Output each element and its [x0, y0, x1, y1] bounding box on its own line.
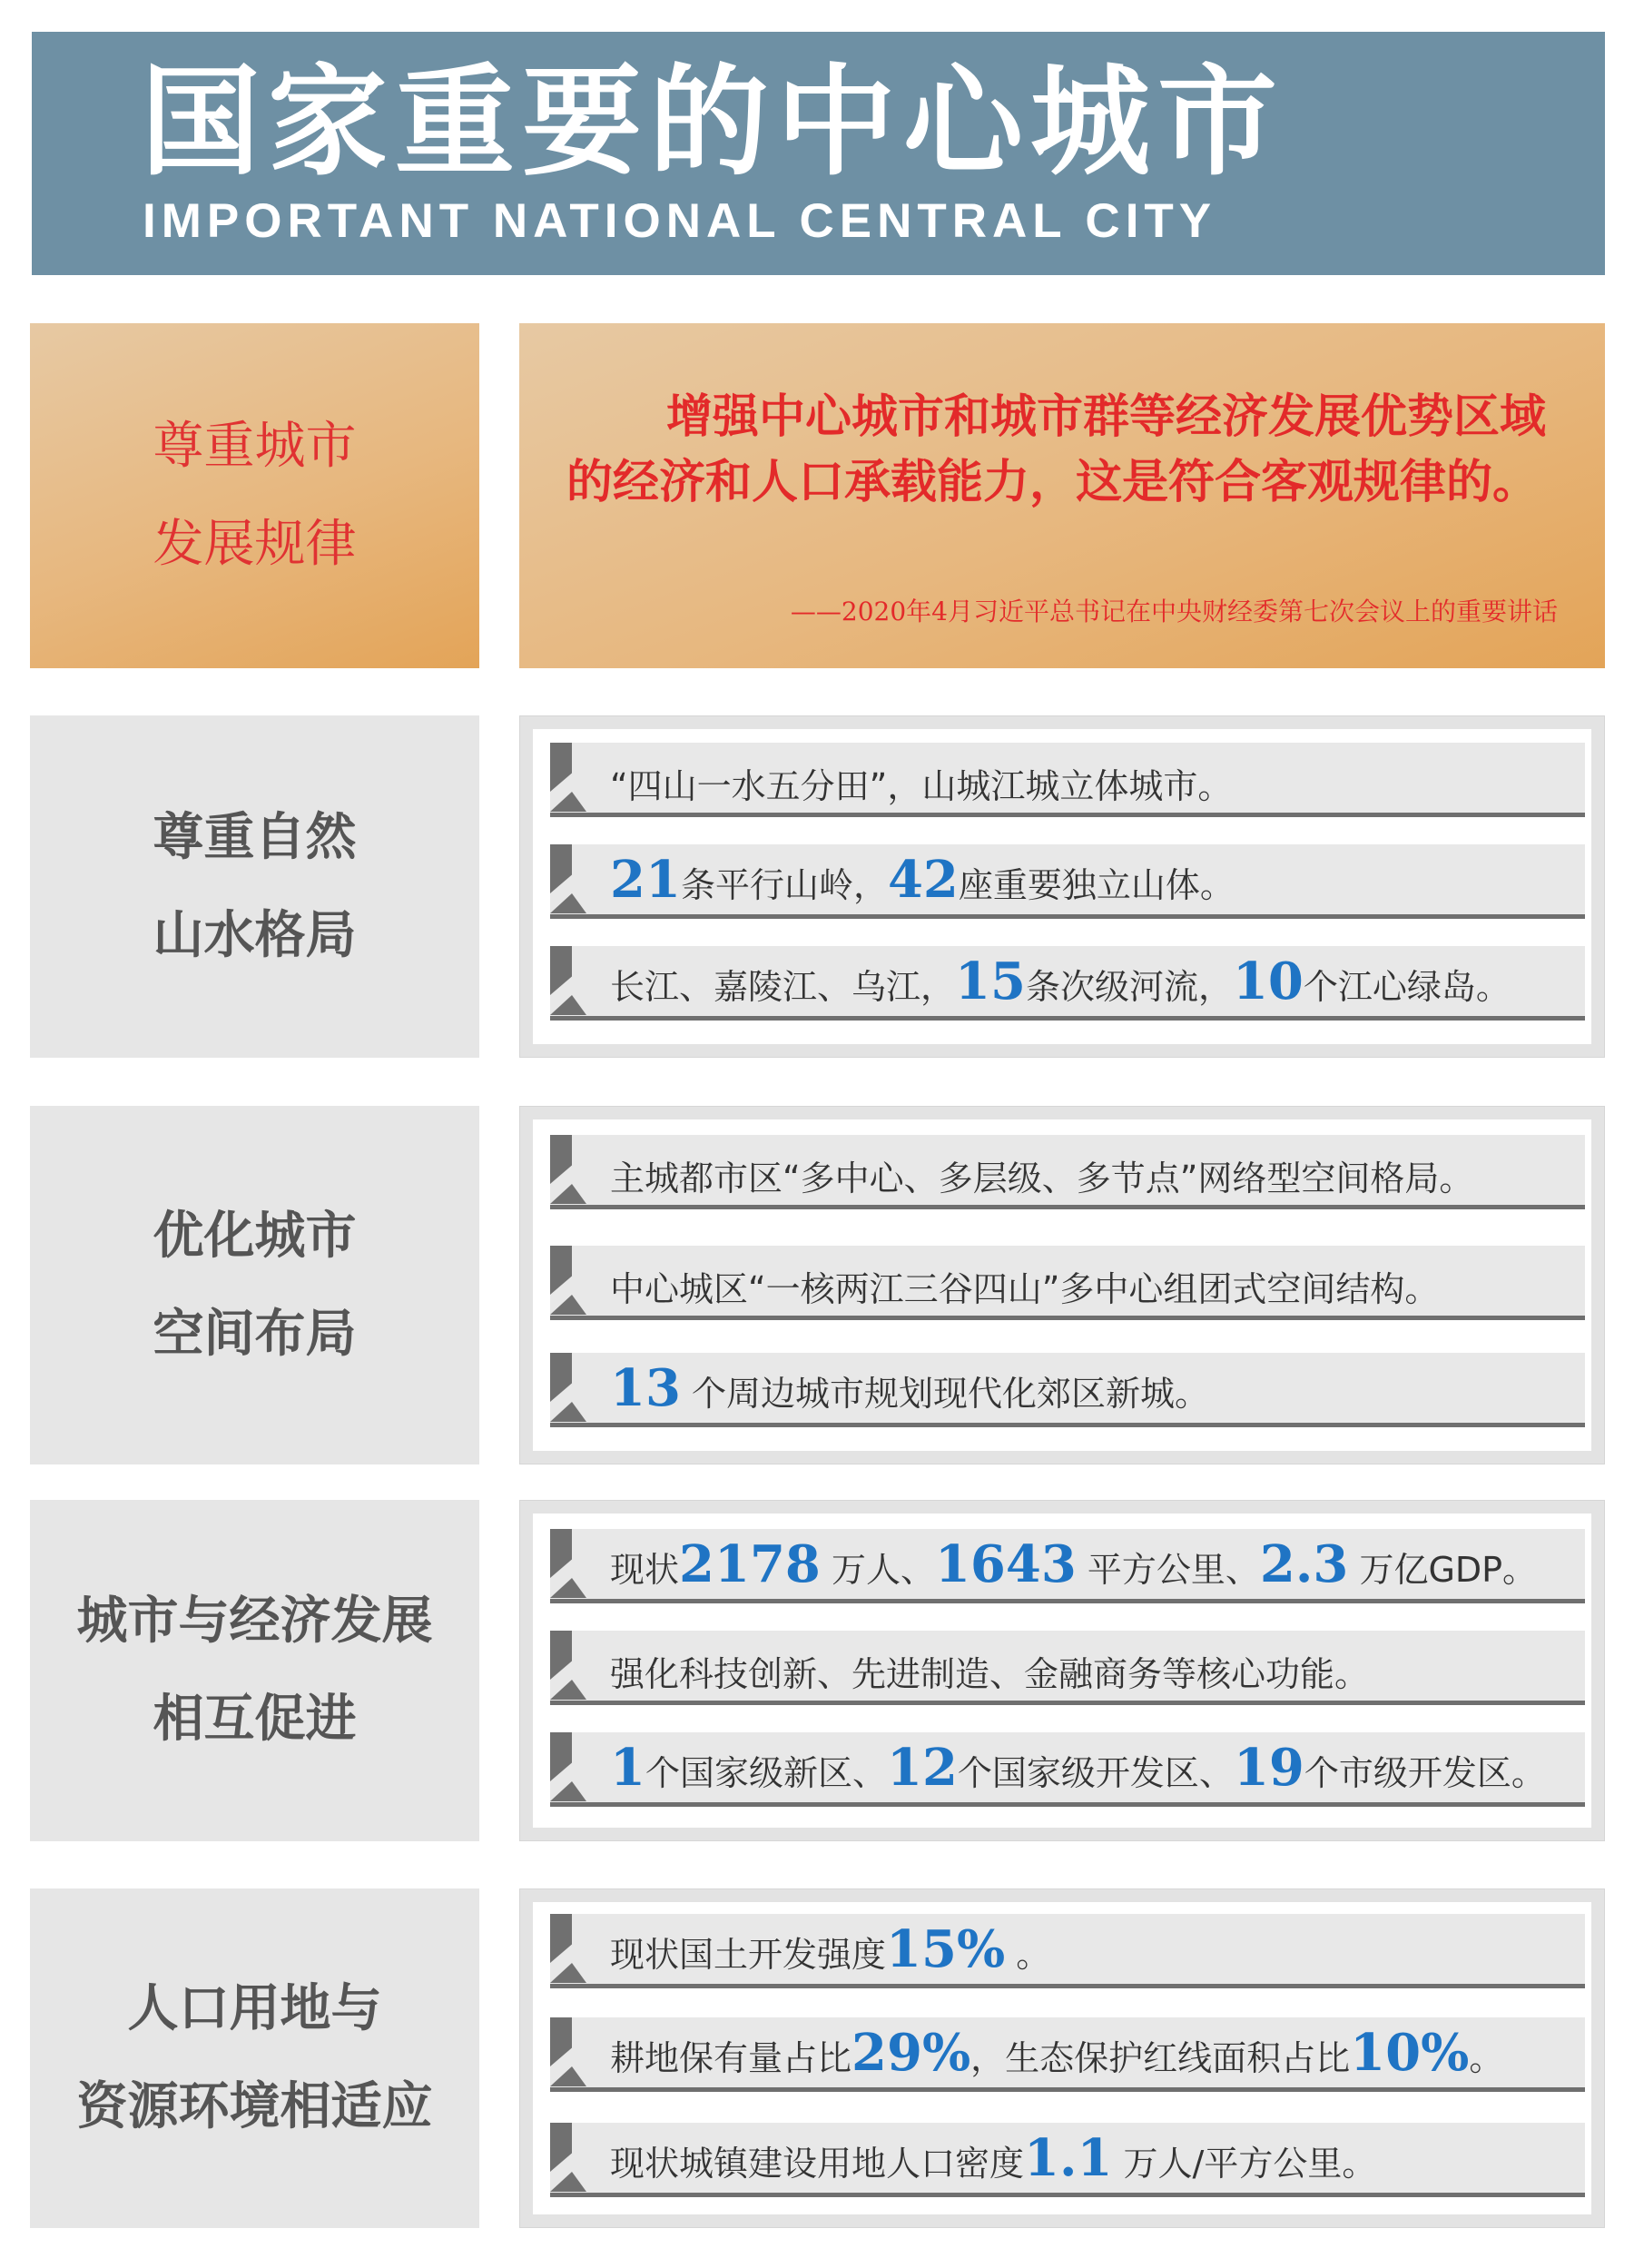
- row-text-segment: 万人、: [820, 1550, 935, 1590]
- info-row: [550, 1529, 1585, 1603]
- label-line: 发展规律: [153, 515, 357, 574]
- row-marker-icon: [550, 844, 572, 893]
- row-text-segment: 强化科技创新、先进制造、金融商务等核心功能。: [610, 1654, 1370, 1694]
- highlight-number: 13: [610, 1358, 681, 1418]
- page-title: 国家重要的中心城市: [141, 53, 1285, 192]
- label-line: 尊重自然: [153, 807, 357, 867]
- info-row: [550, 844, 1585, 919]
- row-marker-icon: [550, 2066, 586, 2086]
- row-text: [610, 952, 1511, 1011]
- row-text: [610, 1738, 1546, 1798]
- highlight-number: 21: [610, 850, 681, 910]
- row-text-segment: 现状城镇建设用地人口密度: [610, 2144, 1025, 2184]
- label-line: 城市与经济发展: [76, 1592, 433, 1651]
- row-text: [610, 1534, 1538, 1594]
- row-marker-icon: [550, 2172, 586, 2192]
- highlight-number: 15%: [886, 1919, 1006, 1979]
- row-marker-icon: [550, 1680, 586, 1700]
- label-line: 尊重城市: [153, 417, 357, 476]
- info-row: [550, 1246, 1585, 1320]
- page-subtitle: IMPORTANT NATIONAL CENTRAL CITY: [143, 194, 1217, 248]
- highlight-number: 15: [955, 952, 1026, 1011]
- row-marker-icon: [550, 743, 572, 792]
- row-text: [610, 766, 1233, 806]
- highlight-number: 2.3: [1259, 1534, 1349, 1594]
- row-marker-icon: [550, 1353, 572, 1402]
- highlight-number: 12: [886, 1738, 958, 1798]
- info-row: [550, 946, 1585, 1021]
- label-line: 山水格局: [153, 905, 357, 965]
- section-label-space: [30, 1106, 479, 1464]
- row-text-segment: 万人/平方公里。: [1112, 2144, 1377, 2184]
- info-row: [550, 1914, 1585, 1988]
- section-label-economy: [30, 1500, 479, 1841]
- row-text: [610, 1358, 1210, 1418]
- row-text: [610, 2023, 1504, 2083]
- row-marker-icon: [550, 1732, 572, 1781]
- row-marker-icon: [550, 1631, 572, 1680]
- label-line: 相互促进: [153, 1690, 357, 1749]
- row-text: [610, 850, 1235, 910]
- row-text: [610, 1919, 1051, 1979]
- row-marker-icon: [550, 995, 586, 1015]
- row-text: [610, 1161, 1473, 1196]
- row-marker-icon: [550, 893, 586, 913]
- row-text: [610, 2128, 1377, 2188]
- row-text: [610, 1269, 1440, 1309]
- row-text-segment: 个江心绿岛。: [1303, 967, 1511, 1007]
- row-marker-icon: [550, 792, 586, 812]
- info-row: [550, 1135, 1585, 1209]
- row-marker-icon: [550, 1578, 586, 1598]
- highlight-number: 10: [1232, 952, 1304, 1011]
- row-marker-icon: [550, 1135, 572, 1184]
- highlight-number: 29%: [851, 2023, 971, 2083]
- row-text-segment: 。: [1469, 2038, 1504, 2078]
- row-marker-icon: [550, 1963, 586, 1983]
- quote-text: 增强中心城市和城市群等经济发展优势区域的经济和人口承载能力，这是符合客观规律的。: [566, 390, 1547, 509]
- row-text-segment: 长江、嘉陵江、乌江，: [610, 967, 956, 1007]
- info-row: [550, 1732, 1585, 1807]
- info-row: [550, 2017, 1585, 2092]
- row-text-segment: ，生态保护红线面积占比: [970, 2038, 1351, 2078]
- row-text: [610, 1654, 1370, 1694]
- row-marker-icon: [550, 1184, 586, 1204]
- row-text-segment: 条次级河流，: [1025, 967, 1233, 1007]
- highlight-number: 1: [610, 1738, 645, 1798]
- row-text-segment: 。: [1005, 1935, 1051, 1975]
- label-line: 资源环境相适应: [76, 2077, 433, 2136]
- row-text-segment: 万亿GDP。: [1348, 1550, 1538, 1590]
- row-text-segment: 个周边城市规划现代化郊区新城。: [680, 1374, 1210, 1414]
- info-row: [550, 1631, 1585, 1705]
- info-row: [550, 2123, 1585, 2197]
- row-text-segment: 耕地保有量占比: [610, 2038, 852, 2078]
- row-text-segment: 主城都市区“多中心、多层级、多节点”网络型空间格局。: [610, 1159, 1474, 1198]
- row-text-segment: 个国家级新区、: [645, 1753, 887, 1793]
- section-label-resources: [30, 1888, 479, 2228]
- row-text-segment: 平方公里、: [1076, 1550, 1260, 1590]
- quote-source: ——2020年4月习近平总书记在中央财经委第七次会议上的重要讲话: [790, 597, 1558, 626]
- quote-card: [519, 323, 1605, 668]
- info-row: [550, 743, 1585, 817]
- row-marker-icon: [550, 1781, 586, 1801]
- row-text-segment: 中心城区“一核两江三谷四山”多中心组团式空间结构。: [610, 1269, 1440, 1309]
- highlight-number: 42: [887, 850, 959, 910]
- quote-section-label: [30, 323, 479, 668]
- row-text-segment: 条平行山岭，: [680, 865, 888, 905]
- row-marker-icon: [550, 1914, 572, 1963]
- row-marker-icon: [550, 1295, 586, 1315]
- row-text-segment: 现状国土开发强度: [610, 1935, 887, 1975]
- row-text-segment: 现状: [610, 1550, 680, 1590]
- row-text-segment: 个国家级开发区、: [957, 1753, 1234, 1793]
- highlight-number: 1643: [934, 1534, 1077, 1594]
- info-row: [550, 1353, 1585, 1427]
- row-marker-icon: [550, 946, 572, 995]
- row-marker-icon: [550, 2017, 572, 2066]
- row-marker-icon: [550, 1246, 572, 1295]
- highlight-number: 2178: [679, 1534, 821, 1594]
- row-text-segment: 座重要独立山体。: [958, 865, 1235, 905]
- label-line: 空间布局: [153, 1304, 357, 1364]
- label-line: 优化城市: [153, 1206, 357, 1266]
- row-text-segment: 个市级开发区。: [1304, 1753, 1546, 1793]
- title-banner: [32, 32, 1605, 275]
- label-line: 人口用地与: [127, 1979, 382, 2038]
- highlight-number: 19: [1233, 1738, 1304, 1798]
- highlight-number: 1.1: [1024, 2128, 1113, 2188]
- row-marker-icon: [550, 1529, 572, 1578]
- section-label-nature: [30, 715, 479, 1058]
- row-marker-icon: [550, 2123, 572, 2172]
- row-text-segment: “四山一水五分田”，山城江城立体城市。: [610, 766, 1233, 806]
- highlight-number: 10%: [1350, 2023, 1470, 2083]
- row-marker-icon: [550, 1402, 586, 1422]
